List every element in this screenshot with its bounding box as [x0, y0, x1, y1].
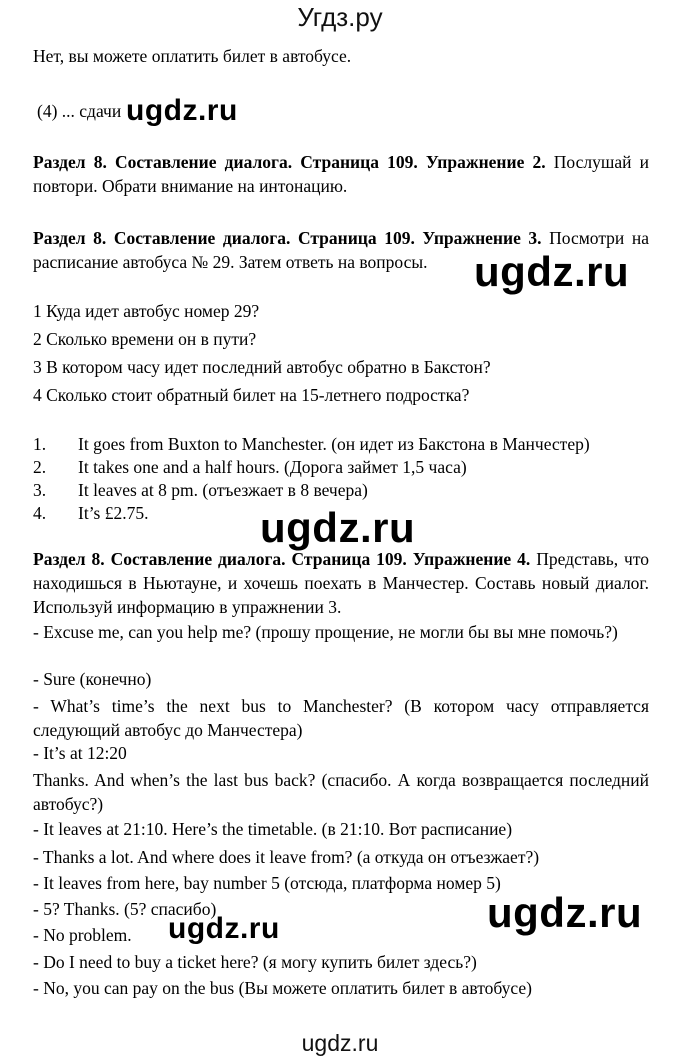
top-line-2: (4) ... сдачи	[37, 101, 122, 121]
dialogue-line: - No, you can pay on the bus (Вы можете оплатить билет в автобусе)	[33, 978, 532, 998]
dialogue-line: - It’s at 12:20	[33, 743, 127, 763]
question-item: 4 Сколько стоит обратный билет на 15-летнего подростка?	[33, 385, 470, 405]
watermark: ugdz.ru	[260, 504, 416, 551]
answer-item	[33, 501, 149, 525]
exercise-2-paragraph	[33, 150, 649, 198]
dialogue-line: - It leaves at 21:10. Here’s the timetable. (в 21:10. Вот расписание)	[33, 819, 513, 839]
watermark: ugdz.ru	[126, 94, 238, 127]
dialogue-line: - Sure (конечно)	[33, 669, 152, 689]
question-item: 3 В котором часу идет последний автобус обратно в Бакстон?	[33, 357, 491, 377]
answer-number: 4.	[33, 503, 47, 523]
exercise-4-heading: Раздел 8. Составление диалога. Страница 109. Упражнение 4.	[33, 549, 531, 569]
dialogue-line: - It leaves from here, bay number 5 (отсюда, платформа номер 5)	[33, 873, 501, 893]
exercise-3-heading: Раздел 8. Составление диалога. Страница 109. Упражнение 3.	[33, 228, 542, 248]
site-footer: ugdz.ru	[301, 1030, 379, 1056]
answer-number: 3.	[33, 480, 47, 500]
top-line-1: Нет, вы можете оплатить билет в автобусе.	[33, 46, 352, 66]
answer-text: It goes from Buxton to Manchester. (он идет из Бакстона в Манчестер)	[78, 434, 590, 454]
answer-item	[33, 455, 467, 479]
watermark: ugdz.ru	[487, 889, 643, 936]
exercise-4-paragraph	[33, 547, 649, 619]
answer-text: It leaves at 8 pm. (отъезжает в 8 вечера)	[78, 480, 368, 500]
exercise-3-text: Посмотри на расписание автобуса № 29. Затем ответь на вопросы.	[33, 228, 650, 272]
dialogue-line: - 5? Thanks. (5? спасибо)	[33, 899, 217, 919]
question-item: 2 Сколько времени он в пути?	[33, 329, 257, 349]
exercise-2-heading: Раздел 8. Составление диалога. Страница 109. Упражнение 2.	[33, 152, 546, 172]
site-header: Угдз.ру	[297, 2, 383, 32]
dialogue-line: - Thanks a lot. And where does it leave from? (а откуда он отъезжает?)	[33, 847, 540, 867]
dialogue-line: - What’s time’s the next bus to Manchester? (В котором часу отправляется следующий автобус до Манчестера)	[33, 696, 649, 740]
dialogue-line: - Do I need to buy a ticket here? (я могу купить билет здесь?)	[33, 952, 477, 972]
answer-text: It’s £2.75.	[78, 503, 149, 523]
dialogue-line: Thanks. And when’s the last bus back? (спасибо. А когда возвращается последний автобус?)	[33, 770, 649, 814]
answer-text: It takes one and a half hours. (Дорога займет 1,5 часа)	[78, 457, 467, 477]
answer-item	[33, 478, 368, 502]
exercise-4-text: Представь, что находишься в Ньютауне, и хочешь поехать в Манчестер. Составь новый диалог. Используй информацию в упражнении 3.	[33, 549, 650, 617]
watermark: ugdz.ru	[168, 912, 280, 945]
dialogue-line: - No problem.	[33, 925, 132, 945]
dialogue-line: - Excuse me, can you help me? (прошу прощение, не могли бы вы мне помочь?)	[33, 622, 618, 642]
answer-number: 2.	[33, 457, 47, 477]
watermark: ugdz.ru	[474, 248, 630, 295]
exercise-2-text: Послушай и повтори. Обрати внимание на интонацию.	[33, 152, 649, 196]
answer-item	[33, 432, 590, 456]
question-item: 1 Куда идет автобус номер 29?	[33, 301, 260, 321]
answer-number: 1.	[33, 434, 47, 454]
